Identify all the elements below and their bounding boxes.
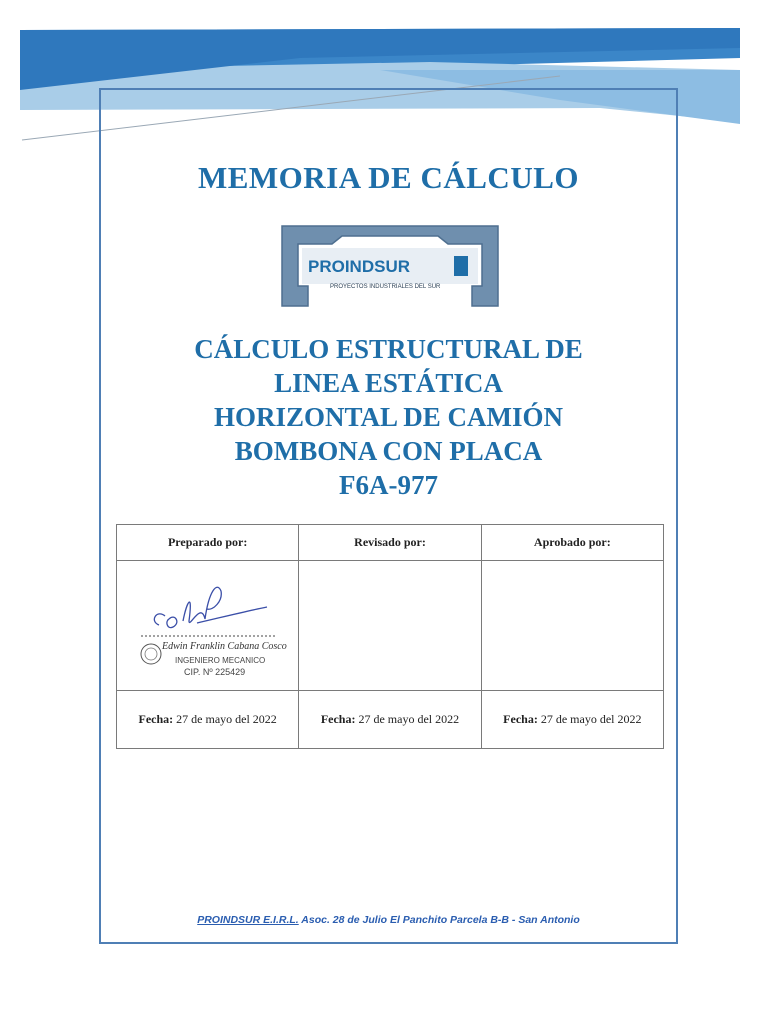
page-footer [99,914,678,926]
footer-company: PROINDSUR E.I.R.L. [197,914,299,926]
date-cell-prepared [117,691,299,749]
subtitle-line: LINEA ESTÁTICA [274,368,503,398]
signer-role: INGENIERO MECANICO [175,656,266,665]
document-subtitle [99,332,678,502]
date-value: 27 de mayo del 2022 [358,712,460,726]
signature-row [117,561,664,691]
date-label: Fecha: [320,712,356,726]
subtitle-line: BOMBONA CON PLACA [234,436,543,466]
date-row [117,691,664,749]
date-value: 27 de mayo del 2022 [176,712,277,726]
signature-cell-reviewed [299,561,481,691]
subtitle-line: CÁLCULO ESTRUCTURAL DE [194,334,583,364]
svg-text:PROINDSUR: PROINDSUR [308,257,411,276]
signer-name: Edwin Franklin Cabana Cosco [162,641,287,652]
subtitle-line: HORIZONTAL DE CAMIÓN [213,402,564,432]
date-cell-approved [481,691,663,749]
svg-text:PROYECTOS INDUSTRIALES DEL SUR: PROYECTOS INDUSTRIALES DEL SUR [330,284,441,290]
subtitle-line: F6A-977 [339,470,438,500]
page-border [99,88,678,944]
proindsur-logo [278,222,502,310]
header-reviewed: Revisado por: [299,525,481,561]
document-title: MEMORIA DE CÁLCULO [197,160,579,195]
approvals-header-row [117,525,664,561]
date-cell-reviewed [299,691,481,749]
signature-cell-prepared [117,561,299,691]
date-value: 27 de mayo del 2022 [540,712,642,726]
approvals-table [116,524,664,749]
signer-cip: CIP. Nº 225429 [184,667,246,677]
date-label: Fecha: [503,712,538,726]
signature-cell-approved [481,561,663,691]
header-approved: Aprobado por: [481,525,663,561]
header-prepared: Preparado por: [117,525,299,561]
footer-address: Asoc. 28 de Julio El Panchito Parcela B-B - San Antonio [301,914,580,926]
date-label: Fecha: [138,712,174,726]
